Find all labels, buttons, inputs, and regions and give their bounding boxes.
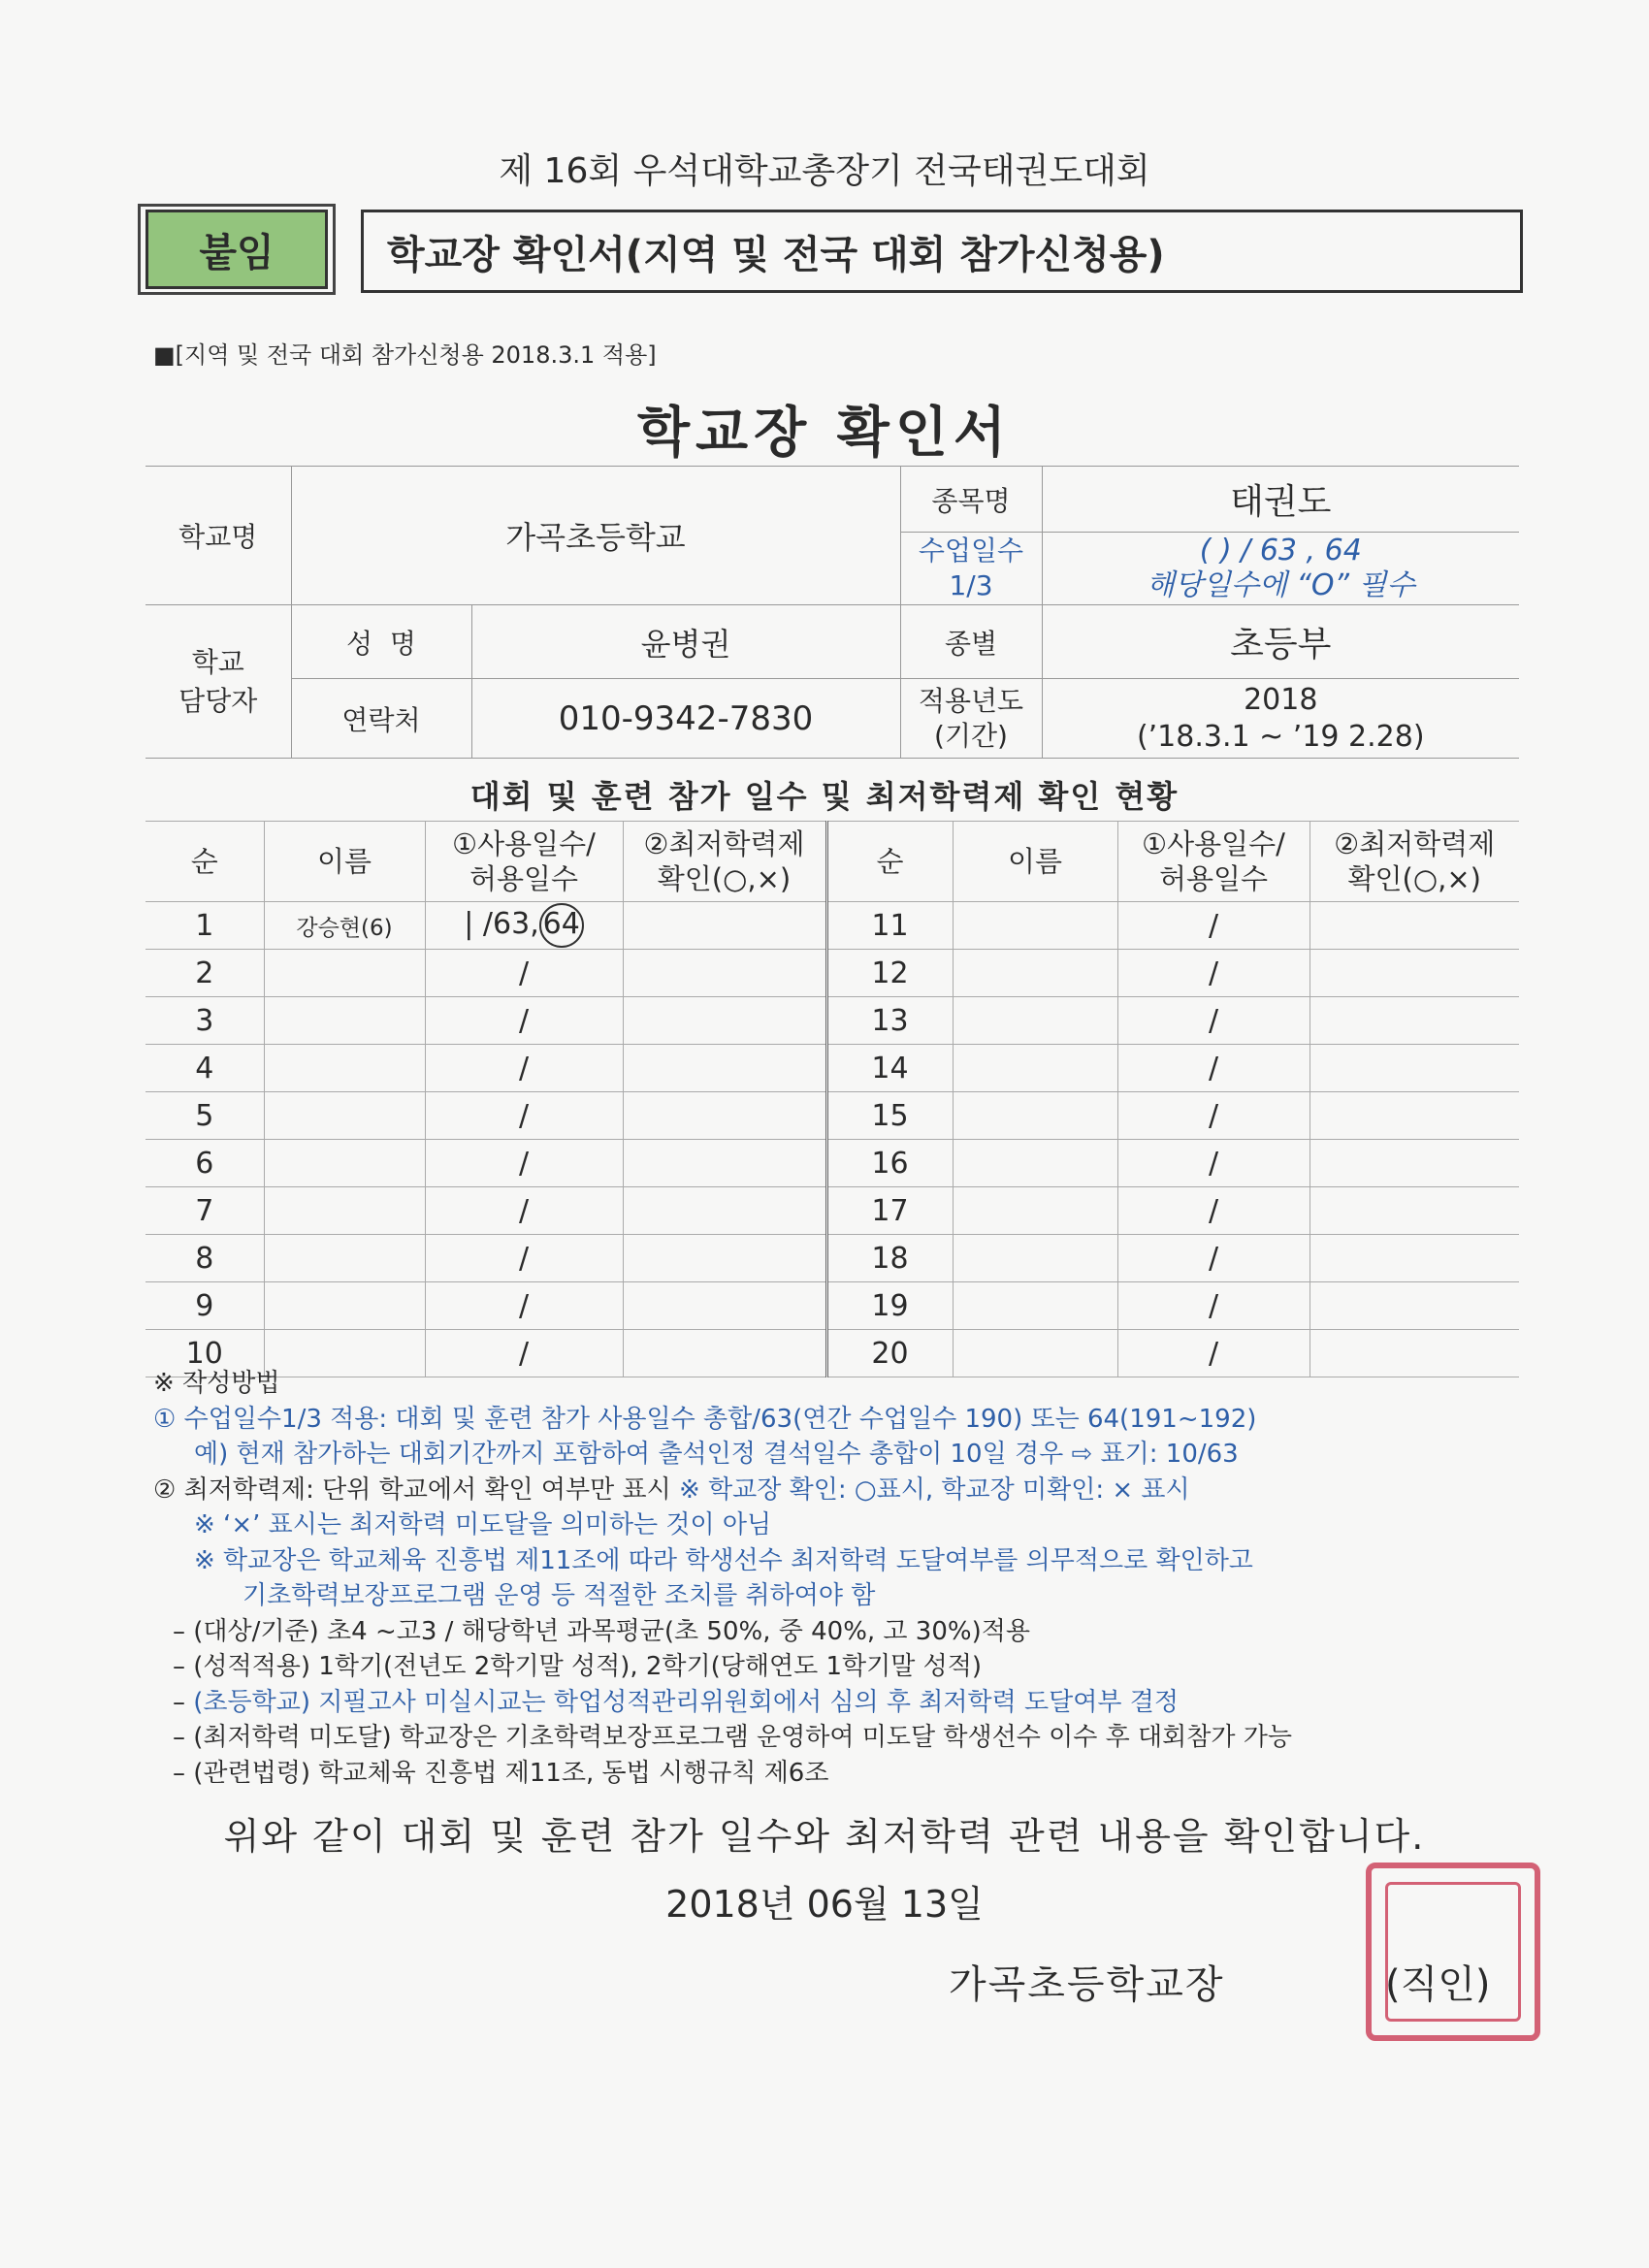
row-name-right <box>953 1092 1117 1140</box>
row-days-value: / <box>518 1288 530 1323</box>
school-value: 가곡초등학교 <box>291 467 900 605</box>
row-days <box>425 997 623 1045</box>
row-confirm <box>623 1187 826 1235</box>
row-no: 5 <box>146 1092 264 1140</box>
col-header-confirm-line2: 확인(○,×) <box>657 862 792 895</box>
row-no-right: 18 <box>826 1235 953 1282</box>
col-header-days <box>425 822 623 902</box>
row-name-right <box>953 1235 1117 1282</box>
row-confirm <box>623 1282 826 1330</box>
row-no-right: 13 <box>826 997 953 1045</box>
row-name: 강승현(6) <box>264 902 425 950</box>
table-row <box>146 1140 1519 1187</box>
col-header-confirm-line1: ②최저학력제 <box>643 827 805 860</box>
row-name <box>264 997 425 1045</box>
official-seal <box>1366 1863 1540 2041</box>
class-days-label-line2: 1/3 <box>949 569 993 601</box>
year-value <box>1042 679 1519 759</box>
table-row <box>146 1282 1519 1330</box>
row-confirm-right <box>1310 902 1519 950</box>
row-days-circled: 64 <box>539 903 584 948</box>
row-confirm-right <box>1310 950 1519 997</box>
row-days-right: / <box>1117 1330 1310 1377</box>
contact-label: 연락처 <box>291 679 471 759</box>
row-days <box>425 1045 623 1092</box>
row-confirm <box>623 902 826 950</box>
year-label-line2: (기간) <box>934 719 1008 752</box>
row-days <box>425 1140 623 1187</box>
row-days-right: / <box>1117 997 1310 1045</box>
applicability-note: ■[지역 및 전국 대회 참가신청용 2018.3.1 적용] <box>153 341 657 369</box>
section-title: 대회 및 훈련 참가 일수 및 최저학력제 확인 현황 <box>469 778 1180 815</box>
row-days-value: | /63, <box>464 907 539 941</box>
table-row <box>146 1187 1519 1235</box>
name-value: 윤병권 <box>471 605 900 679</box>
row-days <box>425 1092 623 1140</box>
row-name-right <box>953 1045 1117 1092</box>
row-confirm-right <box>1310 1140 1519 1187</box>
row-name <box>264 1140 425 1187</box>
row-no-right: 15 <box>826 1092 953 1140</box>
row-no: 2 <box>146 950 264 997</box>
row-days-value: / <box>518 1336 530 1371</box>
row-days-right: / <box>1117 1045 1310 1092</box>
col-header-name-right: 이름 <box>953 822 1117 902</box>
detail-2: – (성적적용) 1학기(전년도 2학기말 성적), 2학기(당해연도 1학기말 성적) <box>173 1652 983 1681</box>
row-days-right: / <box>1117 1282 1310 1330</box>
table-row <box>146 902 1519 950</box>
row-no: 7 <box>146 1187 264 1235</box>
table-row <box>146 1092 1519 1140</box>
table-row <box>146 1045 1519 1092</box>
row-days <box>425 950 623 997</box>
row-confirm-right <box>1310 1092 1519 1140</box>
row-no: 8 <box>146 1235 264 1282</box>
row-days-right: / <box>1117 1140 1310 1187</box>
table-row <box>146 950 1519 997</box>
note-1a: ① 수업일수1/3 적용: 대회 및 훈련 참가 사용일수 총합/63(연간 수업일수 190) 또는 64(191~192) <box>153 1404 1257 1434</box>
type-label: 종별 <box>900 605 1042 679</box>
row-no-right: 17 <box>826 1187 953 1235</box>
row-days <box>425 1187 623 1235</box>
year-label-line1: 적용년도 <box>918 684 1024 717</box>
row-no-right: 11 <box>826 902 953 950</box>
row-days <box>425 1235 623 1282</box>
row-name-right <box>953 902 1117 950</box>
manager-label-line1: 학교 <box>191 645 244 678</box>
note-2d: 기초학력보장프로그램 운영 등 적절한 조치를 취하여야 함 <box>242 1581 876 1610</box>
col-header-confirm-right-line1: ②최저학력제 <box>1334 827 1496 860</box>
col-header-days-right-line1: ①사용일수/ <box>1142 827 1285 860</box>
class-days-value <box>1042 533 1519 605</box>
issue-date: 2018년 06월 13일 <box>665 1883 984 1926</box>
row-days-value: / <box>518 1051 530 1085</box>
row-no-right: 20 <box>826 1330 953 1377</box>
note-2a <box>153 1473 1531 1508</box>
manager-label <box>146 605 291 759</box>
col-header-days-right <box>1117 822 1310 902</box>
row-days-value: / <box>518 1098 530 1133</box>
row-days-value: / <box>518 956 530 990</box>
row-name <box>264 950 425 997</box>
row-name-right <box>953 997 1117 1045</box>
row-name-right <box>953 1140 1117 1187</box>
row-days-right: / <box>1117 1092 1310 1140</box>
detail-5: – (관련법령) 학교체육 진흥법 제11조, 동법 시행규칙 제6조 <box>173 1758 829 1788</box>
contact-value: 010-9342-7830 <box>471 679 900 759</box>
row-confirm-right <box>1310 1045 1519 1092</box>
year-value-line2: (’18.3.1 ~ ’19 2.28) <box>1136 719 1425 754</box>
row-days <box>425 1282 623 1330</box>
row-no: 3 <box>146 997 264 1045</box>
col-header-name: 이름 <box>264 822 425 902</box>
row-confirm <box>623 997 826 1045</box>
row-confirm <box>623 1140 826 1187</box>
note-1b: 예) 현재 참가하는 대회기간까지 포함하여 출석인정 결석일수 총합이 10일 경우 ⇨ 표기: 10/63 <box>194 1440 1239 1469</box>
detail-1: – (대상/기준) 초4 ~고3 / 해당학년 과목평균(초 50%, 중 40%, 고 30%)적용 <box>173 1616 1030 1646</box>
note-2a-blue: ※ 학교장 확인: ○표시, 학교장 미확인: × 표시 <box>679 1474 1190 1505</box>
name-label: 성 명 <box>291 605 471 679</box>
row-no-right: 19 <box>826 1282 953 1330</box>
event-label: 종목명 <box>900 467 1042 533</box>
row-confirm <box>623 1092 826 1140</box>
row-days-value: / <box>518 1003 530 1038</box>
row-days <box>425 902 623 950</box>
class-days-label <box>900 533 1042 605</box>
note-2c: ※ 학교장은 학교체육 진흥법 제11조에 따라 학생선수 최저학력 도달여부를 의무적으로 확인하고 <box>194 1545 1253 1575</box>
row-name <box>264 1235 425 1282</box>
row-days-value: / <box>518 1146 530 1181</box>
event-value: 태권도 <box>1042 467 1519 533</box>
row-name <box>264 1282 425 1330</box>
class-days-value-line1: ( ) / 63 , 64 <box>1199 534 1362 567</box>
form-title-box: 학교장 확인서(지역 및 전국 대회 참가신청용) <box>361 210 1523 293</box>
table-row <box>146 997 1519 1045</box>
year-value-line1: 2018 <box>1244 682 1318 717</box>
row-confirm <box>623 950 826 997</box>
detail-3 <box>153 1685 1531 1721</box>
detail-3-prefix: – <box>173 1687 194 1717</box>
row-days-right: / <box>1117 902 1310 950</box>
row-no: 4 <box>146 1045 264 1092</box>
col-header-days-line1: ①사용일수/ <box>452 827 596 860</box>
col-header-days-right-line2: 허용일수 <box>1158 862 1269 895</box>
info-table <box>146 466 1519 759</box>
class-days-value-line2: 해당일수에 “O” 필수 <box>1146 568 1415 602</box>
document-title: 학교장 확인서 <box>636 402 1013 465</box>
table-header-row <box>146 822 1519 902</box>
row-no-right: 16 <box>826 1140 953 1187</box>
row-days-right: / <box>1117 950 1310 997</box>
row-confirm <box>623 1045 826 1092</box>
row-name-right <box>953 950 1117 997</box>
event-title: 제 16회 우석대학교총장기 전국태권도대회 <box>499 151 1150 191</box>
row-confirm-right <box>1310 997 1519 1045</box>
row-no-right: 14 <box>826 1045 953 1092</box>
row-confirm-right <box>1310 1282 1519 1330</box>
class-days-label-line1: 수업일수 <box>918 535 1024 567</box>
row-no: 6 <box>146 1140 264 1187</box>
detail-3-blue: (초등학교) 지필고사 미실시교는 학업성적관리위원회에서 심의 후 최저학력 도달여부 결정 <box>193 1687 1179 1717</box>
row-days-right: / <box>1117 1187 1310 1235</box>
row-days-value: / <box>518 1193 530 1228</box>
col-header-no-right: 순 <box>826 822 953 902</box>
row-days-right: / <box>1117 1235 1310 1282</box>
instructions <box>153 1366 1531 1791</box>
col-header-no: 순 <box>146 822 264 902</box>
participation-table <box>146 821 1519 1377</box>
note-2a-prefix: ② 최저학력제: 단위 학교에서 확인 여부만 표시 <box>153 1474 680 1505</box>
notes-heading: ※ 작성방법 <box>153 1369 280 1398</box>
row-name <box>264 1045 425 1092</box>
detail-4: – (최저학력 미도달) 학교장은 기초학력보장프로그램 운영하여 미도달 학생선수 이수 후 대회참가 가능 <box>173 1723 1292 1752</box>
row-no: 10 <box>146 1330 264 1377</box>
col-header-days-line2: 허용일수 <box>469 862 579 895</box>
table-row <box>146 1235 1519 1282</box>
confirmation-statement: 위와 같이 대회 및 훈련 참가 일수와 최저학력 관련 내용을 확인합니다. <box>223 1815 1426 1858</box>
year-label <box>900 679 1042 759</box>
signer-name: 가곡초등학교장 <box>949 1962 1225 2007</box>
note-2b: ※ ‘×’ 표시는 최저학력 미도달을 의미하는 것이 아님 <box>194 1510 772 1539</box>
row-days-value: / <box>518 1241 530 1276</box>
seal-label: (직인) <box>1385 1962 1491 2007</box>
row-name <box>264 1187 425 1235</box>
row-confirm-right <box>1310 1235 1519 1282</box>
school-label: 학교명 <box>146 467 291 605</box>
col-header-confirm <box>623 822 826 902</box>
row-no: 9 <box>146 1282 264 1330</box>
row-name <box>264 1092 425 1140</box>
col-header-confirm-right <box>1310 822 1519 902</box>
row-name-right <box>953 1282 1117 1330</box>
row-confirm-right <box>1310 1187 1519 1235</box>
row-no-right: 12 <box>826 950 953 997</box>
type-value: 초등부 <box>1042 605 1519 679</box>
col-header-confirm-right-line2: 확인(○,×) <box>1347 862 1481 895</box>
attachment-badge: 붙임 <box>146 210 328 289</box>
row-name-right <box>953 1187 1117 1235</box>
row-confirm <box>623 1235 826 1282</box>
manager-label-line2: 담당자 <box>178 684 258 717</box>
row-no: 1 <box>146 902 264 950</box>
